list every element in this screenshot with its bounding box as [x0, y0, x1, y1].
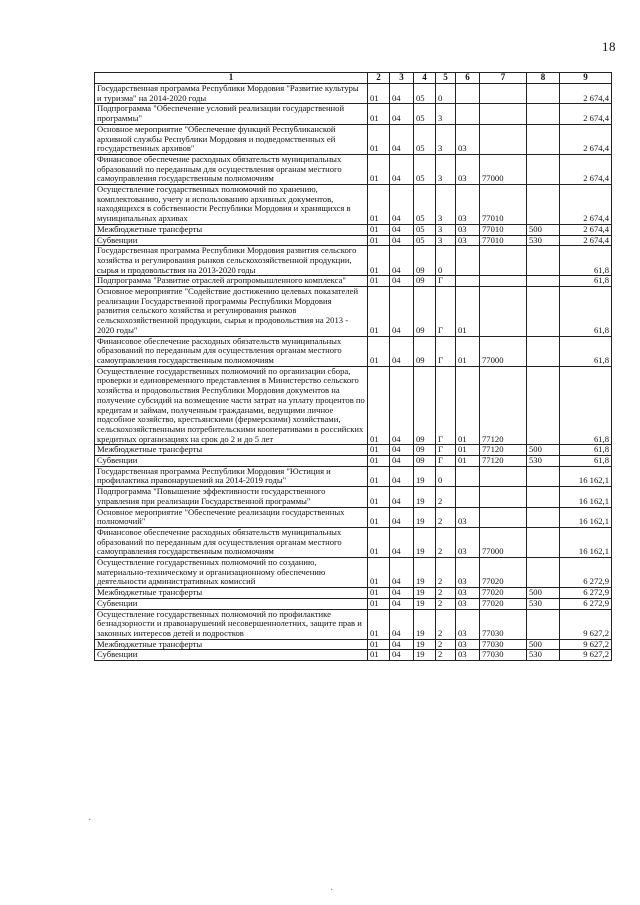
row-amount: 16 162,1: [560, 466, 612, 486]
code-subsection: 04: [390, 84, 414, 104]
code-section: 01: [368, 276, 390, 287]
code-section: 01: [368, 84, 390, 104]
code-subprogram: 0: [436, 84, 456, 104]
code-direction: [480, 276, 527, 287]
code-program: 05: [414, 235, 436, 246]
code-section: 01: [368, 558, 390, 588]
column-header: 6: [456, 73, 480, 84]
code-section: 01: [368, 456, 390, 467]
row-name: Финансовое обеспечение расходных обязательств муниципальных образований по переданным для осуществления органам местного самоуправления государственным полномочиям: [95, 527, 368, 557]
code-subsection: 04: [390, 650, 414, 661]
code-expense-type: 530: [527, 456, 560, 467]
code-event: [456, 466, 480, 486]
code-section: 01: [368, 336, 390, 366]
code-expense-type: [527, 185, 560, 225]
code-program: 19: [414, 639, 436, 650]
table-row: [95, 276, 612, 287]
table-row: [95, 598, 612, 609]
table-row: [95, 287, 612, 337]
row-amount: 61,8: [560, 336, 612, 366]
row-amount: 61,8: [560, 246, 612, 276]
row-name: Межбюджетные трансферты: [95, 588, 368, 599]
code-section: 01: [368, 224, 390, 235]
code-program: 05: [414, 124, 436, 154]
code-program: 19: [414, 558, 436, 588]
code-subsection: 04: [390, 246, 414, 276]
code-program: 05: [414, 185, 436, 225]
code-program: 09: [414, 445, 436, 456]
code-section: 01: [368, 287, 390, 337]
code-subprogram: Г: [436, 276, 456, 287]
code-subprogram: 2: [436, 507, 456, 527]
code-subprogram: 3: [436, 185, 456, 225]
row-amount: 16 162,1: [560, 527, 612, 557]
code-subsection: 04: [390, 558, 414, 588]
code-direction: 77000: [480, 336, 527, 366]
table-row: [95, 558, 612, 588]
column-header: 9: [560, 73, 612, 84]
row-name: Субвенции: [95, 456, 368, 467]
table-body: [95, 84, 612, 661]
row-amount: 2 674,4: [560, 124, 612, 154]
table-row: [95, 104, 612, 124]
code-event: [456, 104, 480, 124]
code-expense-type: [527, 336, 560, 366]
code-event: 01: [456, 456, 480, 467]
code-subprogram: 2: [436, 650, 456, 661]
code-subsection: 04: [390, 124, 414, 154]
code-direction: 77120: [480, 366, 527, 445]
code-event: 01: [456, 287, 480, 337]
table-row: [95, 527, 612, 557]
table-row: [95, 124, 612, 154]
code-event: 03: [456, 588, 480, 599]
row-name: Подпрограмма "Развитие отраслей агропромышленного комплекса": [95, 276, 368, 287]
code-direction: 77010: [480, 185, 527, 225]
code-section: 01: [368, 445, 390, 456]
code-expense-type: [527, 104, 560, 124]
budget-table: [94, 72, 612, 661]
code-expense-type: [527, 124, 560, 154]
code-event: 03: [456, 639, 480, 650]
code-direction: [480, 507, 527, 527]
code-expense-type: [527, 287, 560, 337]
row-amount: 2 674,4: [560, 224, 612, 235]
code-expense-type: 530: [527, 650, 560, 661]
row-name: Межбюджетные трансферты: [95, 639, 368, 650]
code-direction: 77120: [480, 445, 527, 456]
row-name: Государственная программа Республики Мордовия развития сельского хозяйства и регулирования рынков сельскохозяйственной продукции, сырья и продовольствия на 2013-2020 годы: [95, 246, 368, 276]
column-header: 5: [436, 73, 456, 84]
row-amount: 61,8: [560, 445, 612, 456]
code-program: 09: [414, 336, 436, 366]
code-subprogram: 2: [436, 609, 456, 639]
code-event: 03: [456, 224, 480, 235]
column-header: 1: [95, 73, 368, 84]
code-subsection: 04: [390, 104, 414, 124]
code-subprogram: Г: [436, 456, 456, 467]
code-subprogram: 2: [436, 639, 456, 650]
table-row: [95, 84, 612, 104]
code-event: 03: [456, 558, 480, 588]
row-name: Подпрограмма "Повышение эффективности государственного управления при реализации Государственной программы": [95, 487, 368, 507]
code-event: [456, 246, 480, 276]
code-subsection: 04: [390, 456, 414, 467]
table-row: [95, 445, 612, 456]
row-amount: 6 272,9: [560, 558, 612, 588]
code-event: 03: [456, 124, 480, 154]
code-direction: 77010: [480, 224, 527, 235]
code-section: 01: [368, 650, 390, 661]
code-subsection: 04: [390, 276, 414, 287]
code-program: 19: [414, 487, 436, 507]
code-program: 19: [414, 588, 436, 599]
code-expense-type: [527, 527, 560, 557]
table-row: [95, 466, 612, 486]
code-expense-type: [527, 466, 560, 486]
row-amount: 2 674,4: [560, 185, 612, 225]
row-amount: 61,8: [560, 276, 612, 287]
code-expense-type: 500: [527, 224, 560, 235]
code-program: 09: [414, 287, 436, 337]
code-direction: 77000: [480, 527, 527, 557]
row-name: Государственная программа Республики Мордовия "Юстиция и профилактика правонарушений на 2014-2019 годы": [95, 466, 368, 486]
table-row: [95, 650, 612, 661]
table-row: [95, 366, 612, 445]
code-event: 03: [456, 185, 480, 225]
code-section: 01: [368, 185, 390, 225]
code-subsection: 04: [390, 445, 414, 456]
row-name: Основное мероприятие "Содействие достижению целевых показателей реализации Государственной программы Республики Мордовия развития сельского хозяйства и регулирования рынков сельскохозяйственной продукции, сырья и продовольствия на 2013 - 2020 годы": [95, 287, 368, 337]
code-expense-type: [527, 366, 560, 445]
code-section: 01: [368, 639, 390, 650]
code-direction: [480, 246, 527, 276]
code-direction: [480, 104, 527, 124]
code-subprogram: 3: [436, 154, 456, 184]
code-direction: 77020: [480, 588, 527, 599]
code-subprogram: 0: [436, 466, 456, 486]
code-direction: [480, 124, 527, 154]
code-subsection: 04: [390, 487, 414, 507]
row-name: Осуществление государственных полномочий по организации сбора, проверки и единовременного представления в Министерство сельского хозяйства и продовольствия Республики Мордовия документов на получение субсидий на возмещение части затрат на уплату процентов по кредитам и займам, полученным гражданами, ведущими личное подсобное хозяйство, крестьянскими (фермерскими) хозяйствами, сельскохозяйственными потребительскими кооперативами в российских кредитных организациях на срок до 2 и до 5 лет: [95, 366, 368, 445]
code-event: 03: [456, 154, 480, 184]
table-row: [95, 588, 612, 599]
code-program: 09: [414, 276, 436, 287]
code-section: 01: [368, 154, 390, 184]
table-row: [95, 609, 612, 639]
code-subsection: 04: [390, 609, 414, 639]
code-program: 09: [414, 246, 436, 276]
code-expense-type: [527, 507, 560, 527]
code-subprogram: 2: [436, 527, 456, 557]
code-program: 09: [414, 366, 436, 445]
code-event: 01: [456, 336, 480, 366]
code-direction: 77030: [480, 639, 527, 650]
code-expense-type: 530: [527, 598, 560, 609]
code-subprogram: 0: [436, 246, 456, 276]
table-row: [95, 507, 612, 527]
row-amount: 9 627,2: [560, 609, 612, 639]
code-program: 19: [414, 507, 436, 527]
code-event: [456, 276, 480, 287]
table-row: [95, 154, 612, 184]
code-subprogram: Г: [436, 336, 456, 366]
row-amount: 2 674,4: [560, 84, 612, 104]
code-program: 19: [414, 466, 436, 486]
page-number: 18: [602, 39, 616, 54]
code-expense-type: 500: [527, 588, 560, 599]
code-subprogram: 3: [436, 104, 456, 124]
row-name: Осуществление государственных полномочий по профилактике безнадзорности и правонарушений несовершеннолетних, защите прав и законных интересов детей и подростков: [95, 609, 368, 639]
code-program: 19: [414, 527, 436, 557]
row-amount: 2 674,4: [560, 154, 612, 184]
code-section: 01: [368, 104, 390, 124]
code-section: 01: [368, 507, 390, 527]
code-subprogram: 2: [436, 588, 456, 599]
code-event: 03: [456, 609, 480, 639]
row-name: Основное мероприятие "Обеспечение функций Республиканской архивной службы Республики Мордовия и подведомственных ей государственных архивов": [95, 124, 368, 154]
code-subprogram: 3: [436, 235, 456, 246]
code-event: 03: [456, 527, 480, 557]
code-subsection: 04: [390, 366, 414, 445]
row-name: Финансовое обеспечение расходных обязательств муниципальных образований по переданным для осуществления органам местного самоуправления государственным полномочиям: [95, 154, 368, 184]
code-expense-type: [527, 276, 560, 287]
code-expense-type: [527, 558, 560, 588]
row-name: Межбюджетные трансферты: [95, 224, 368, 235]
scan-speck: ·: [88, 815, 92, 826]
code-program: 05: [414, 84, 436, 104]
row-amount: 6 272,9: [560, 598, 612, 609]
code-direction: 77020: [480, 598, 527, 609]
table-row: [95, 336, 612, 366]
code-section: 01: [368, 124, 390, 154]
column-header: 8: [527, 73, 560, 84]
code-section: 01: [368, 235, 390, 246]
table-row: [95, 185, 612, 225]
code-direction: 77030: [480, 650, 527, 661]
code-direction: 77000: [480, 154, 527, 184]
code-direction: [480, 487, 527, 507]
table-row: [95, 246, 612, 276]
row-amount: 2 674,4: [560, 104, 612, 124]
code-section: 01: [368, 527, 390, 557]
code-direction: [480, 287, 527, 337]
code-event: 03: [456, 650, 480, 661]
code-subprogram: Г: [436, 366, 456, 445]
code-section: 01: [368, 366, 390, 445]
code-direction: 77010: [480, 235, 527, 246]
code-section: 01: [368, 598, 390, 609]
code-section: 01: [368, 246, 390, 276]
code-subsection: 04: [390, 336, 414, 366]
row-name: Основное мероприятие "Обеспечение реализации государственных полномочий": [95, 507, 368, 527]
row-name: Государственная программа Республики Мордовия "Развитие культуры и туризма" на 2014-2020 годы: [95, 84, 368, 104]
table-row: [95, 456, 612, 467]
row-amount: 61,8: [560, 366, 612, 445]
code-expense-type: [527, 609, 560, 639]
row-amount: 6 272,9: [560, 588, 612, 599]
code-expense-type: 530: [527, 235, 560, 246]
code-program: 19: [414, 598, 436, 609]
row-name: Финансовое обеспечение расходных обязательств муниципальных образований по переданным для осуществления органам местного самоуправления государственным полномочиям: [95, 336, 368, 366]
code-subsection: 04: [390, 639, 414, 650]
code-section: 01: [368, 466, 390, 486]
row-amount: 61,8: [560, 287, 612, 337]
code-program: 05: [414, 154, 436, 184]
code-subsection: 04: [390, 185, 414, 225]
code-event: 03: [456, 507, 480, 527]
code-subsection: 04: [390, 588, 414, 599]
column-header: 4: [414, 73, 436, 84]
table-row: [95, 487, 612, 507]
code-event: 01: [456, 445, 480, 456]
table-row: [95, 235, 612, 246]
code-event: 01: [456, 366, 480, 445]
row-name: Межбюджетные трансферты: [95, 445, 368, 456]
code-program: 05: [414, 224, 436, 235]
code-subsection: 04: [390, 527, 414, 557]
row-amount: 9 627,2: [560, 639, 612, 650]
code-subsection: 04: [390, 466, 414, 486]
code-direction: 77120: [480, 456, 527, 467]
code-subprogram: 2: [436, 598, 456, 609]
code-subprogram: 3: [436, 224, 456, 235]
code-expense-type: 500: [527, 639, 560, 650]
row-name: Осуществление государственных полномочий по хранению, комплектованию, учету и использованию архивных документов, находящихся в собственности Республики Мордовия и хранящихся в муниципальных архивах: [95, 185, 368, 225]
row-name: Субвенции: [95, 650, 368, 661]
code-subprogram: Г: [436, 287, 456, 337]
code-subsection: 04: [390, 287, 414, 337]
code-subsection: 04: [390, 224, 414, 235]
code-subsection: 04: [390, 598, 414, 609]
code-direction: [480, 466, 527, 486]
row-name: Субвенции: [95, 235, 368, 246]
code-program: 19: [414, 609, 436, 639]
code-subprogram: 3: [436, 124, 456, 154]
row-name: Подпрограмма "Обеспечение условий реализации государственной программы": [95, 104, 368, 124]
row-amount: 9 627,2: [560, 650, 612, 661]
code-expense-type: [527, 84, 560, 104]
code-expense-type: 500: [527, 445, 560, 456]
code-program: 19: [414, 650, 436, 661]
code-subprogram: Г: [436, 445, 456, 456]
table-row: [95, 224, 612, 235]
code-program: 05: [414, 104, 436, 124]
column-header: 2: [368, 73, 390, 84]
row-name: Осуществление государственных полномочий по созданию, материально-техническому и организационному обеспечению деятельности административных комиссий: [95, 558, 368, 588]
code-subsection: 04: [390, 507, 414, 527]
code-subprogram: 2: [436, 558, 456, 588]
row-amount: 61,8: [560, 456, 612, 467]
code-direction: 77020: [480, 558, 527, 588]
header-row: [95, 73, 612, 84]
column-header: 7: [480, 73, 527, 84]
code-expense-type: [527, 487, 560, 507]
code-subsection: 04: [390, 154, 414, 184]
row-name: Субвенции: [95, 598, 368, 609]
code-event: 03: [456, 598, 480, 609]
code-program: 09: [414, 456, 436, 467]
code-direction: 77030: [480, 609, 527, 639]
column-header: 3: [390, 73, 414, 84]
code-event: [456, 84, 480, 104]
code-subprogram: 2: [436, 487, 456, 507]
code-expense-type: [527, 154, 560, 184]
code-event: 03: [456, 235, 480, 246]
code-section: 01: [368, 487, 390, 507]
scan-speck: ·: [330, 885, 334, 896]
table-row: [95, 639, 612, 650]
code-subsection: 04: [390, 235, 414, 246]
code-section: 01: [368, 588, 390, 599]
row-amount: 16 162,1: [560, 487, 612, 507]
code-event: [456, 487, 480, 507]
code-direction: [480, 84, 527, 104]
code-section: 01: [368, 609, 390, 639]
row-amount: 16 162,1: [560, 507, 612, 527]
code-expense-type: [527, 246, 560, 276]
row-amount: 2 674,4: [560, 235, 612, 246]
